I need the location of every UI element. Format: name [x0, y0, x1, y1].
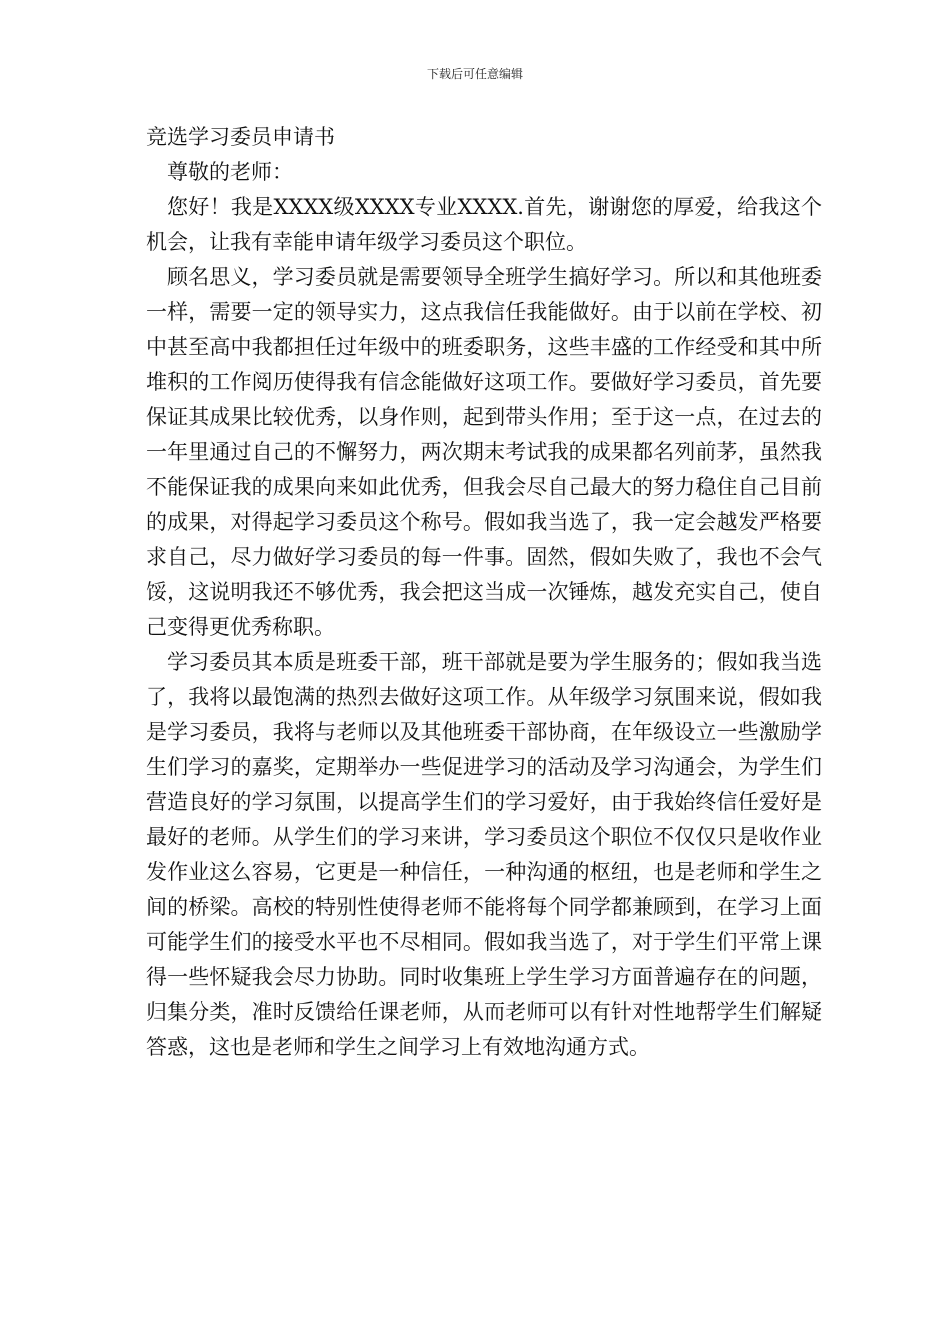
paragraph-qualifications: 顾名思义，学习委员就是需要领导全班学生搞好学习。所以和其他班委一样，需要一定的领导实力，这点我信任我能做好。由于以前在学校、初中甚至高中我都担任过年级中的班委职务，这些丰盛的工作经受和其中所堆积的工作阅历使得我有信念能做好这项工作。要做好学习委员，首先要保证其成果比较优秀，以身作则，起到带头作用；至于这一点，在过去的一年里通过自己的不懈努力，两次期末考试我的成果都名列前茅，虽然我不能保证我的成果向来如此优秀，但我会尽自己最大的努力稳住自己目前的成果，对得起学习委员这个称号。假如我当选了，我一定会越发严格要求自己，尽力做好学习委员的每一件事。固然，假如失败了，我也不会气馁，这说明我还不够优秀，我会把这当成一次锤炼，越发充实自己，使自己变得更优秀称职。	[146, 265, 822, 639]
document-title: 竞选学习委员申请书	[146, 125, 335, 149]
document-body	[146, 120, 822, 1065]
paragraph-service-plan: 学习委员其本质是班委干部，班干部就是要为学生服务的；假如我当选了，我将以最饱满的热烈去做好这项工作。从年级学习氛围来说，假如我是学习委员，我将与老师以及其他班委干部协商，在年级设立一些激励学生们学习的嘉奖，定期举办一些促进学习的活动及学习沟通会，为学生们营造良好的学习氛围，以提高学生们的学习爱好，由于我始终信任爱好是最好的老师。从学生们的学习来讲，学习委员这个职位不仅仅只是收作业发作业这么容易，它更是一种信任，一种沟通的枢纽，也是老师和学生之间的桥梁。高校的特别性使得老师不能将每个同学都兼顾到，在学习上面可能学生们的接受水平也不尽相同。假如我当选了，对于学生们平常上课得一些怀疑我会尽力协助。同时收集班上学生学习方面普遍存在的问题，归集分类，准时反馈给任课老师，从而老师可以有针对性地帮学生们解疑答惑，这也是老师和学生之间学习上有效地沟通方式。	[146, 650, 822, 1059]
paragraph-greeting: 您好！我是XXXX级XXXX专业XXXX.首先，谢谢您的厚爱，给我这个机会，让我有幸能申请年级学习委员这个职位。	[146, 195, 822, 254]
page-header-note: 下载后可任意编辑	[426, 67, 523, 81]
salutation: 尊敬的老师：	[167, 160, 293, 184]
